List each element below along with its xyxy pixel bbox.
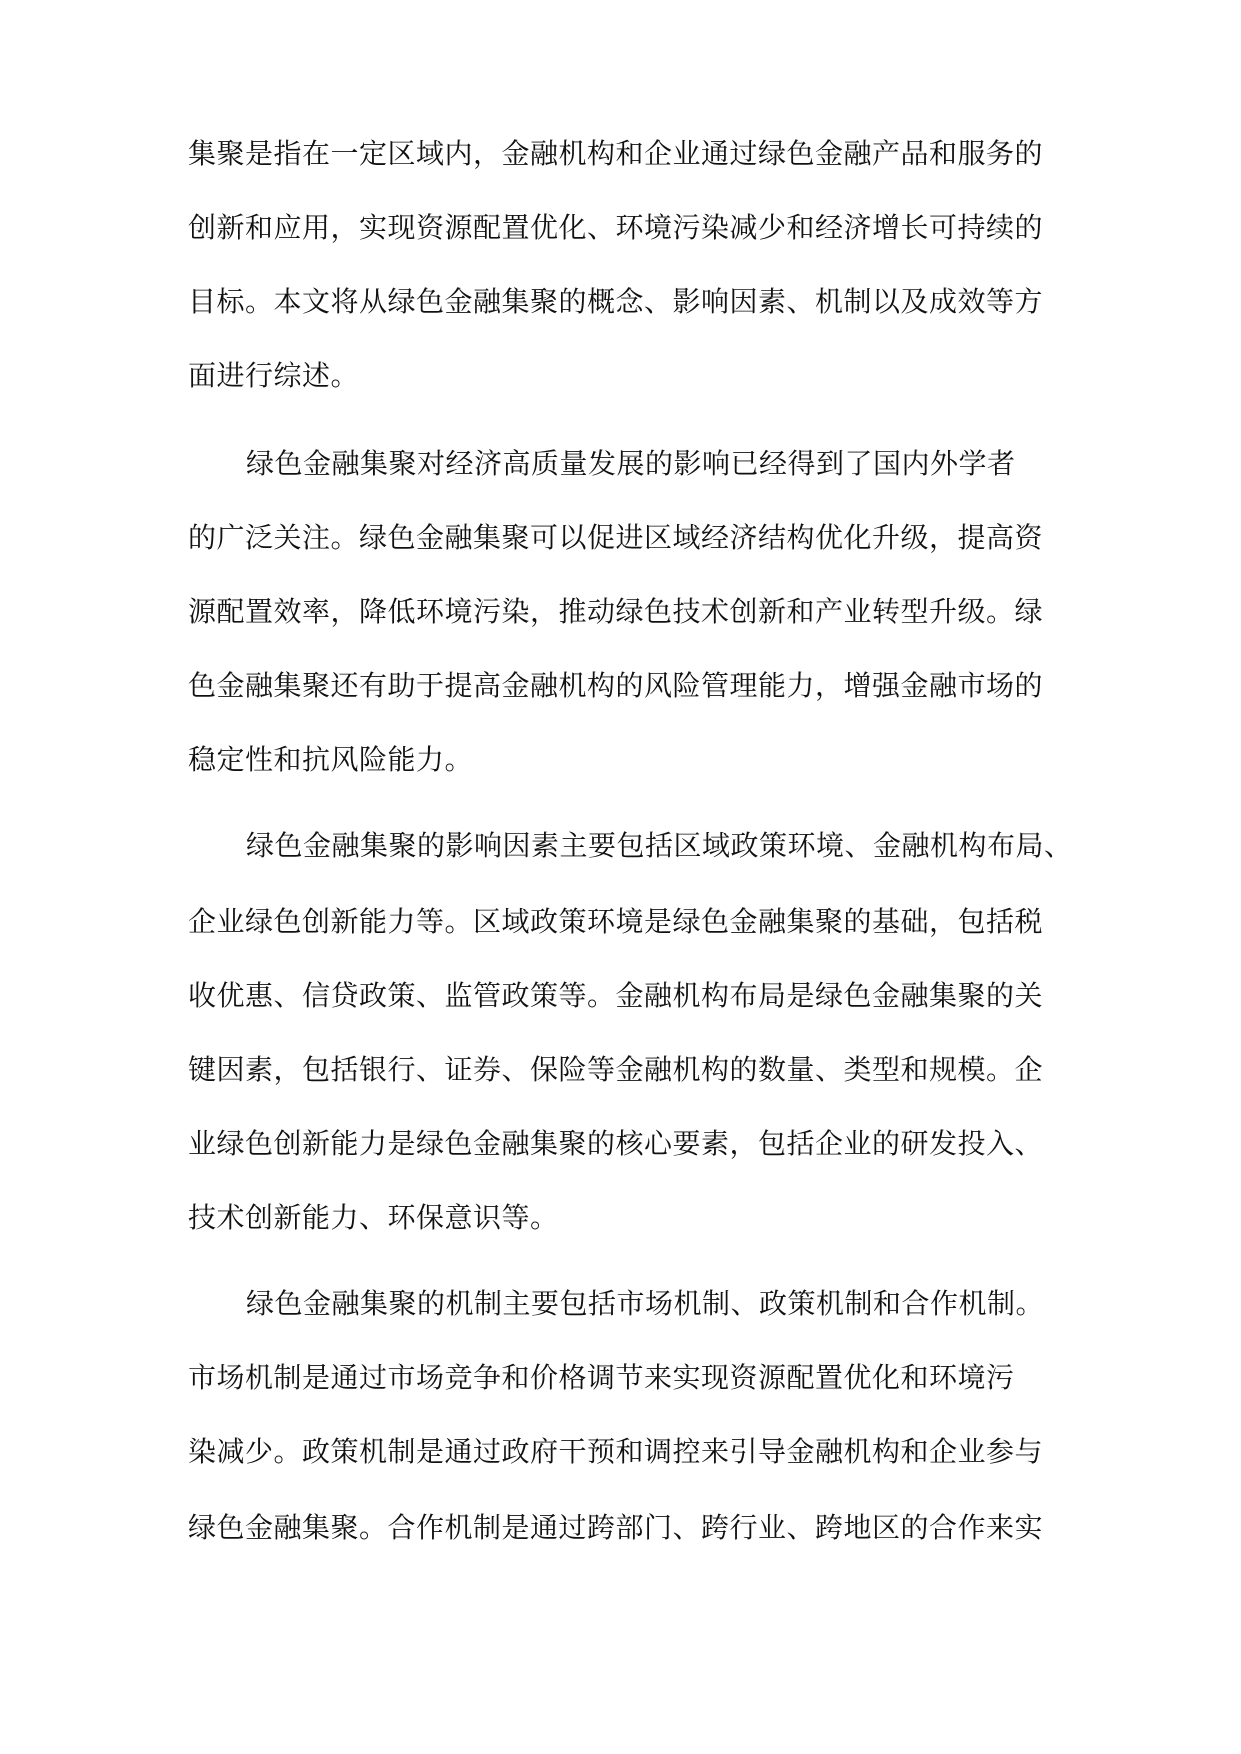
text-line: 稳定性和抗风险能力。 (188, 743, 474, 776)
text-line: 染减少。政策机制是通过政府干预和调控来引导金融机构和企业参与 (188, 1435, 1044, 1468)
text-line: 源配置效率，降低环境污染，推动绿色技术创新和产业转型升级。绿 (188, 595, 1044, 628)
text-line: 技术创新能力、环保意识等。 (188, 1201, 559, 1234)
text-line: 绿色金融集聚。合作机制是通过跨部门、跨行业、跨地区的合作来实 (188, 1511, 1044, 1544)
text-line: 集聚是指在一定区域内，金融机构和企业通过绿色金融产品和服务的 (188, 137, 1044, 170)
paragraph-first-line: 绿色金融集聚的机制主要包括市场机制、政策机制和合作机制。 (246, 1287, 1045, 1320)
text-line: 键因素，包括银行、证券、保险等金融机构的数量、类型和规模。企 (188, 1053, 1044, 1086)
text-line: 创新和应用，实现资源配置优化、环境污染减少和经济增长可持续的 (188, 211, 1044, 244)
text-line: 面进行综述。 (188, 359, 360, 392)
text-line: 企业绿色创新能力等。区域政策环境是绿色金融集聚的基础，包括税 (188, 905, 1044, 938)
text-line: 市场机制是通过市场竞争和价格调节来实现资源配置优化和环境污 (188, 1361, 1015, 1394)
text-line: 的广泛关注。绿色金融集聚可以促进区域经济结构优化升级，提高资 (188, 521, 1044, 554)
paragraph-first-line: 绿色金融集聚的影响因素主要包括区域政策环境、金融机构布局、 (246, 829, 1073, 862)
text-line: 业绿色创新能力是绿色金融集聚的核心要素，包括企业的研发投入、 (188, 1127, 1044, 1160)
text-line: 目标。本文将从绿色金融集聚的概念、影响因素、机制以及成效等方 (188, 285, 1044, 318)
text-line: 收优惠、信贷政策、监管政策等。金融机构布局是绿色金融集聚的关 (188, 979, 1044, 1012)
paragraph-first-line: 绿色金融集聚对经济高质量发展的影响已经得到了国内外学者 (246, 447, 1016, 480)
text-line: 色金融集聚还有助于提高金融机构的风险管理能力，增强金融市场的 (188, 669, 1044, 702)
